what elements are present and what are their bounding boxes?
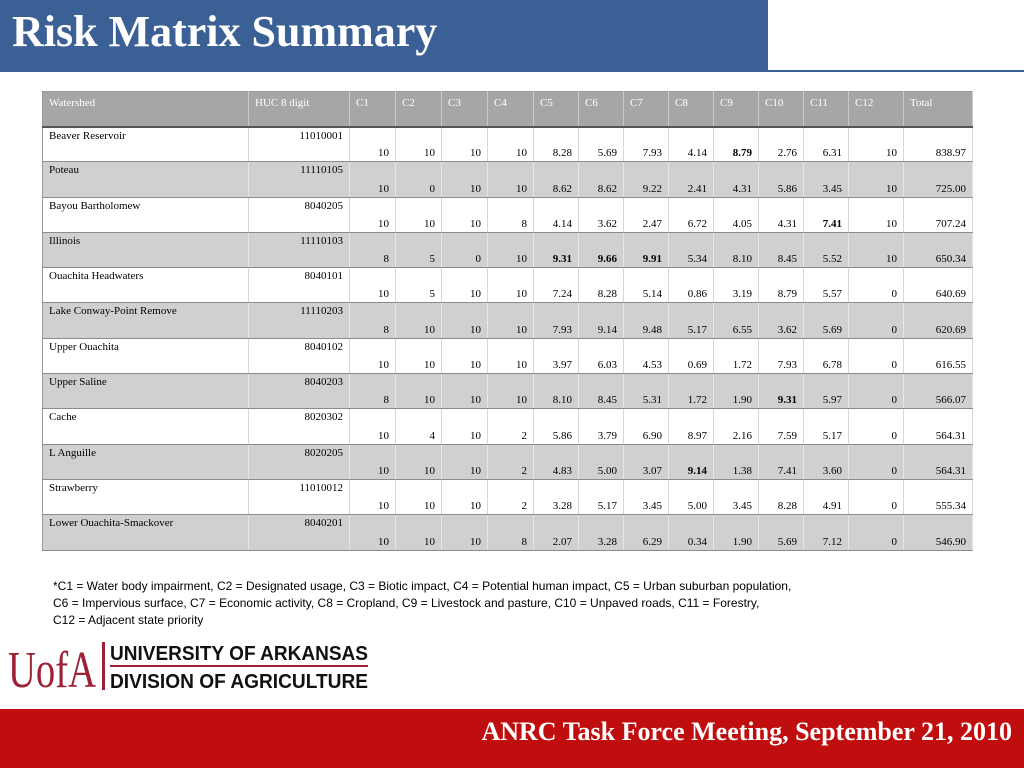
table-header-row <box>43 92 973 127</box>
criterion-cell: 2 <box>488 444 534 479</box>
criterion-cell: 3.28 <box>534 479 579 514</box>
column-header: C4 <box>488 92 534 127</box>
criterion-cell: 10 <box>350 197 396 232</box>
criterion-cell: 6.31 <box>804 127 849 162</box>
footnote-line-2: C6 = Impervious surface, C7 = Economic activity, C8 = Cropland, C9 = Livestock and pasture, C10 = Unpaved roads, C11 = Forestry, <box>53 596 760 610</box>
criterion-cell: 4.14 <box>534 197 579 232</box>
column-header: C1 <box>350 92 396 127</box>
watershed-cell: Bayou Bartholomew <box>43 197 249 232</box>
criterion-cell: 3.45 <box>714 479 759 514</box>
criterion-cell: 0 <box>442 232 488 267</box>
table-row <box>43 303 973 338</box>
criterion-cell: 5 <box>396 232 442 267</box>
criterion-cell: 9.31 <box>759 374 804 409</box>
criterion-cell: 5.69 <box>579 127 624 162</box>
criterion-cell: 6.72 <box>669 197 714 232</box>
total-cell: 546.90 <box>904 515 973 550</box>
criterion-cell: 5.17 <box>804 409 849 444</box>
logo-divider <box>102 642 105 690</box>
criterion-cell: 5.97 <box>804 374 849 409</box>
criterion-cell: 8 <box>488 197 534 232</box>
criterion-cell: 3.97 <box>534 338 579 373</box>
criterion-cell: 10 <box>488 338 534 373</box>
criterion-cell: 10 <box>350 409 396 444</box>
criterion-cell: 8.45 <box>759 232 804 267</box>
criterion-cell: 9.14 <box>669 444 714 479</box>
criterion-cell: 8 <box>350 232 396 267</box>
criterion-cell: 0 <box>849 374 904 409</box>
criterion-cell: 8.10 <box>714 232 759 267</box>
criterion-cell: 10 <box>350 338 396 373</box>
criterion-cell: 10 <box>849 162 904 197</box>
column-header: C5 <box>534 92 579 127</box>
criterion-cell: 6.03 <box>579 338 624 373</box>
criterion-cell: 7.93 <box>759 338 804 373</box>
criterion-cell: 2.16 <box>714 409 759 444</box>
criterion-cell: 8.10 <box>534 374 579 409</box>
criterion-cell: 10 <box>396 374 442 409</box>
criterion-cell: 1.72 <box>669 374 714 409</box>
logo-line-2: DIVISION OF AGRICULTURE <box>110 671 368 693</box>
criterion-cell: 2 <box>488 479 534 514</box>
criterion-cell: 0 <box>849 268 904 303</box>
criterion-cell: 6.29 <box>624 515 669 550</box>
criterion-cell: 10 <box>488 374 534 409</box>
criterion-cell: 7.12 <box>804 515 849 550</box>
slide-title: Risk Matrix Summary <box>12 7 438 56</box>
criterion-cell: 0 <box>849 303 904 338</box>
criterion-cell: 5.00 <box>669 479 714 514</box>
criterion-cell: 2.41 <box>669 162 714 197</box>
criterion-cell: 10 <box>396 197 442 232</box>
criterion-cell: 8.45 <box>579 374 624 409</box>
criterion-cell: 4.91 <box>804 479 849 514</box>
criterion-cell: 9.31 <box>534 232 579 267</box>
watershed-cell: Ouachita Headwaters <box>43 268 249 303</box>
column-header: HUC 8 digit <box>249 92 350 127</box>
uofa-division-of-agriculture-logo <box>6 638 376 694</box>
huc-cell: 8040205 <box>249 197 350 232</box>
criterion-cell: 4.05 <box>714 197 759 232</box>
total-cell: 620.69 <box>904 303 973 338</box>
criterion-cell: 10 <box>488 232 534 267</box>
huc-cell: 11110103 <box>249 232 350 267</box>
criterion-cell: 3.45 <box>804 162 849 197</box>
criterion-cell: 9.22 <box>624 162 669 197</box>
footer-bar <box>0 709 1024 768</box>
huc-cell: 8040201 <box>249 515 350 550</box>
criterion-cell: 7.93 <box>534 303 579 338</box>
criterion-cell: 10 <box>442 444 488 479</box>
criterion-cell: 8 <box>350 374 396 409</box>
criterion-cell: 10 <box>396 303 442 338</box>
logo-underline <box>110 665 368 667</box>
table-body <box>43 127 973 551</box>
huc-cell: 8040102 <box>249 338 350 373</box>
criterion-cell: 10 <box>442 197 488 232</box>
criterion-cell: 10 <box>849 232 904 267</box>
criterion-cell: 6.78 <box>804 338 849 373</box>
criterion-cell: 7.93 <box>624 127 669 162</box>
total-cell: 640.69 <box>904 268 973 303</box>
footnote-line-3: C12 = Adjacent state priority <box>53 613 204 627</box>
criterion-cell: 1.72 <box>714 338 759 373</box>
criterion-cell: 10 <box>442 162 488 197</box>
table-row <box>43 479 973 514</box>
total-cell: 650.34 <box>904 232 973 267</box>
criterion-cell: 0 <box>849 409 904 444</box>
criterion-cell: 10 <box>350 515 396 550</box>
criterion-cell: 4 <box>396 409 442 444</box>
column-header: C11 <box>804 92 849 127</box>
total-cell: 564.31 <box>904 444 973 479</box>
total-cell: 707.24 <box>904 197 973 232</box>
huc-cell: 11010001 <box>249 127 350 162</box>
criterion-cell: 10 <box>396 515 442 550</box>
criterion-cell: 5.86 <box>759 162 804 197</box>
column-header: C10 <box>759 92 804 127</box>
criterion-cell: 2.07 <box>534 515 579 550</box>
criterion-cell: 10 <box>488 268 534 303</box>
criterion-cell: 6.55 <box>714 303 759 338</box>
criterion-cell: 10 <box>849 127 904 162</box>
table-row <box>43 232 973 267</box>
criterion-cell: 10 <box>442 338 488 373</box>
title-rule <box>768 70 1024 72</box>
huc-cell: 8040203 <box>249 374 350 409</box>
logo-line-1: UNIVERSITY OF ARKANSAS <box>110 643 368 665</box>
criterion-cell: 10 <box>442 409 488 444</box>
huc-cell: 8020205 <box>249 444 350 479</box>
watershed-cell: Beaver Reservoir <box>43 127 249 162</box>
criterion-cell: 7.41 <box>804 197 849 232</box>
column-header: C6 <box>579 92 624 127</box>
criterion-cell: 3.62 <box>579 197 624 232</box>
criterion-cell: 4.31 <box>714 162 759 197</box>
criterion-cell: 9.48 <box>624 303 669 338</box>
criterion-cell: 3.62 <box>759 303 804 338</box>
table-row <box>43 374 973 409</box>
criterion-cell: 5.52 <box>804 232 849 267</box>
table-row <box>43 444 973 479</box>
criterion-cell: 5 <box>396 268 442 303</box>
criterion-cell: 5.17 <box>669 303 714 338</box>
criterion-cell: 10 <box>442 268 488 303</box>
table-row <box>43 268 973 303</box>
huc-cell: 11110203 <box>249 303 350 338</box>
criterion-cell: 8.28 <box>534 127 579 162</box>
column-header: C8 <box>669 92 714 127</box>
criterion-cell: 10 <box>350 268 396 303</box>
criterion-cell: 3.28 <box>579 515 624 550</box>
huc-cell: 11110105 <box>249 162 350 197</box>
criterion-cell: 10 <box>350 162 396 197</box>
criterion-cell: 10 <box>350 127 396 162</box>
criterion-cell: 1.38 <box>714 444 759 479</box>
criterion-cell: 0.34 <box>669 515 714 550</box>
criterion-cell: 5.00 <box>579 444 624 479</box>
criterion-cell: 10 <box>442 479 488 514</box>
criterion-cell: 9.14 <box>579 303 624 338</box>
criterion-cell: 8.79 <box>759 268 804 303</box>
criterion-cell: 10 <box>442 374 488 409</box>
criterion-cell: 4.83 <box>534 444 579 479</box>
criterion-cell: 1.90 <box>714 374 759 409</box>
criterion-cell: 0 <box>849 338 904 373</box>
criterion-cell: 9.66 <box>579 232 624 267</box>
total-cell: 838.97 <box>904 127 973 162</box>
table-row <box>43 162 973 197</box>
criterion-cell: 5.17 <box>579 479 624 514</box>
criterion-cell: 0.69 <box>669 338 714 373</box>
criterion-cell: 3.19 <box>714 268 759 303</box>
criterion-cell: 8 <box>350 303 396 338</box>
criterion-cell: 7.59 <box>759 409 804 444</box>
criterion-cell: 10 <box>396 479 442 514</box>
criterion-cell: 5.86 <box>534 409 579 444</box>
table-row <box>43 338 973 373</box>
criterion-cell: 8 <box>488 515 534 550</box>
total-cell: 555.34 <box>904 479 973 514</box>
criterion-cell: 5.57 <box>804 268 849 303</box>
criterion-cell: 10 <box>488 127 534 162</box>
total-cell: 564.31 <box>904 409 973 444</box>
table-row <box>43 197 973 232</box>
criterion-cell: 5.69 <box>759 515 804 550</box>
criterion-cell: 10 <box>396 444 442 479</box>
huc-cell: 8020302 <box>249 409 350 444</box>
column-header: Watershed <box>43 92 249 127</box>
criterion-cell: 8.28 <box>759 479 804 514</box>
criterion-cell: 3.45 <box>624 479 669 514</box>
criterion-cell: 10 <box>488 162 534 197</box>
footer-meeting-text: ANRC Task Force Meeting, September 21, 2010 <box>481 717 1012 746</box>
criterion-cell: 4.14 <box>669 127 714 162</box>
watershed-cell: L Anguille <box>43 444 249 479</box>
watershed-cell: Upper Ouachita <box>43 338 249 373</box>
criterion-cell: 6.90 <box>624 409 669 444</box>
footnote-line-1: *C1 = Water body impairment, C2 = Designated usage, C3 = Biotic impact, C4 = Potential human impact, C5 = Urban suburban population, <box>53 579 792 593</box>
column-header: C12 <box>849 92 904 127</box>
criterion-cell: 0 <box>849 515 904 550</box>
criterion-cell: 9.91 <box>624 232 669 267</box>
huc-cell: 8040101 <box>249 268 350 303</box>
criteria-footnote <box>53 578 973 629</box>
logo-monogram: UofA <box>8 642 97 694</box>
criterion-cell: 10 <box>350 444 396 479</box>
table-row <box>43 515 973 550</box>
criterion-cell: 5.34 <box>669 232 714 267</box>
watershed-cell: Illinois <box>43 232 249 267</box>
criterion-cell: 8.62 <box>534 162 579 197</box>
criterion-cell: 8.28 <box>579 268 624 303</box>
total-cell: 616.55 <box>904 338 973 373</box>
column-header: C2 <box>396 92 442 127</box>
watershed-cell: Lake Conway-Point Remove <box>43 303 249 338</box>
criterion-cell: 0.86 <box>669 268 714 303</box>
criterion-cell: 0 <box>849 444 904 479</box>
criterion-cell: 10 <box>442 515 488 550</box>
criterion-cell: 7.41 <box>759 444 804 479</box>
total-cell: 566.07 <box>904 374 973 409</box>
criterion-cell: 8.97 <box>669 409 714 444</box>
criterion-cell: 5.31 <box>624 374 669 409</box>
title-bar <box>0 0 768 72</box>
column-header: C3 <box>442 92 488 127</box>
criterion-cell: 0 <box>396 162 442 197</box>
criterion-cell: 10 <box>396 338 442 373</box>
criterion-cell: 10 <box>442 303 488 338</box>
watershed-cell: Poteau <box>43 162 249 197</box>
criterion-cell: 7.24 <box>534 268 579 303</box>
criterion-cell: 2.47 <box>624 197 669 232</box>
column-header: C7 <box>624 92 669 127</box>
criterion-cell: 5.69 <box>804 303 849 338</box>
total-cell: 725.00 <box>904 162 973 197</box>
column-header: C9 <box>714 92 759 127</box>
criterion-cell: 10 <box>350 479 396 514</box>
column-header: Total <box>904 92 973 127</box>
criterion-cell: 8.62 <box>579 162 624 197</box>
criterion-cell: 2 <box>488 409 534 444</box>
criterion-cell: 10 <box>442 127 488 162</box>
criterion-cell: 3.60 <box>804 444 849 479</box>
watershed-cell: Cache <box>43 409 249 444</box>
criterion-cell: 2.76 <box>759 127 804 162</box>
criterion-cell: 5.14 <box>624 268 669 303</box>
criterion-cell: 3.07 <box>624 444 669 479</box>
criterion-cell: 10 <box>396 127 442 162</box>
criterion-cell: 0 <box>849 479 904 514</box>
criterion-cell: 10 <box>849 197 904 232</box>
watershed-cell: Lower Ouachita-Smackover <box>43 515 249 550</box>
criterion-cell: 4.53 <box>624 338 669 373</box>
huc-cell: 11010012 <box>249 479 350 514</box>
criterion-cell: 4.31 <box>759 197 804 232</box>
table-row <box>43 409 973 444</box>
criterion-cell: 3.79 <box>579 409 624 444</box>
criterion-cell: 10 <box>488 303 534 338</box>
watershed-cell: Upper Saline <box>43 374 249 409</box>
table-row <box>43 127 973 162</box>
watershed-cell: Strawberry <box>43 479 249 514</box>
criterion-cell: 1.90 <box>714 515 759 550</box>
risk-matrix-table <box>42 91 973 551</box>
criterion-cell: 8.79 <box>714 127 759 162</box>
